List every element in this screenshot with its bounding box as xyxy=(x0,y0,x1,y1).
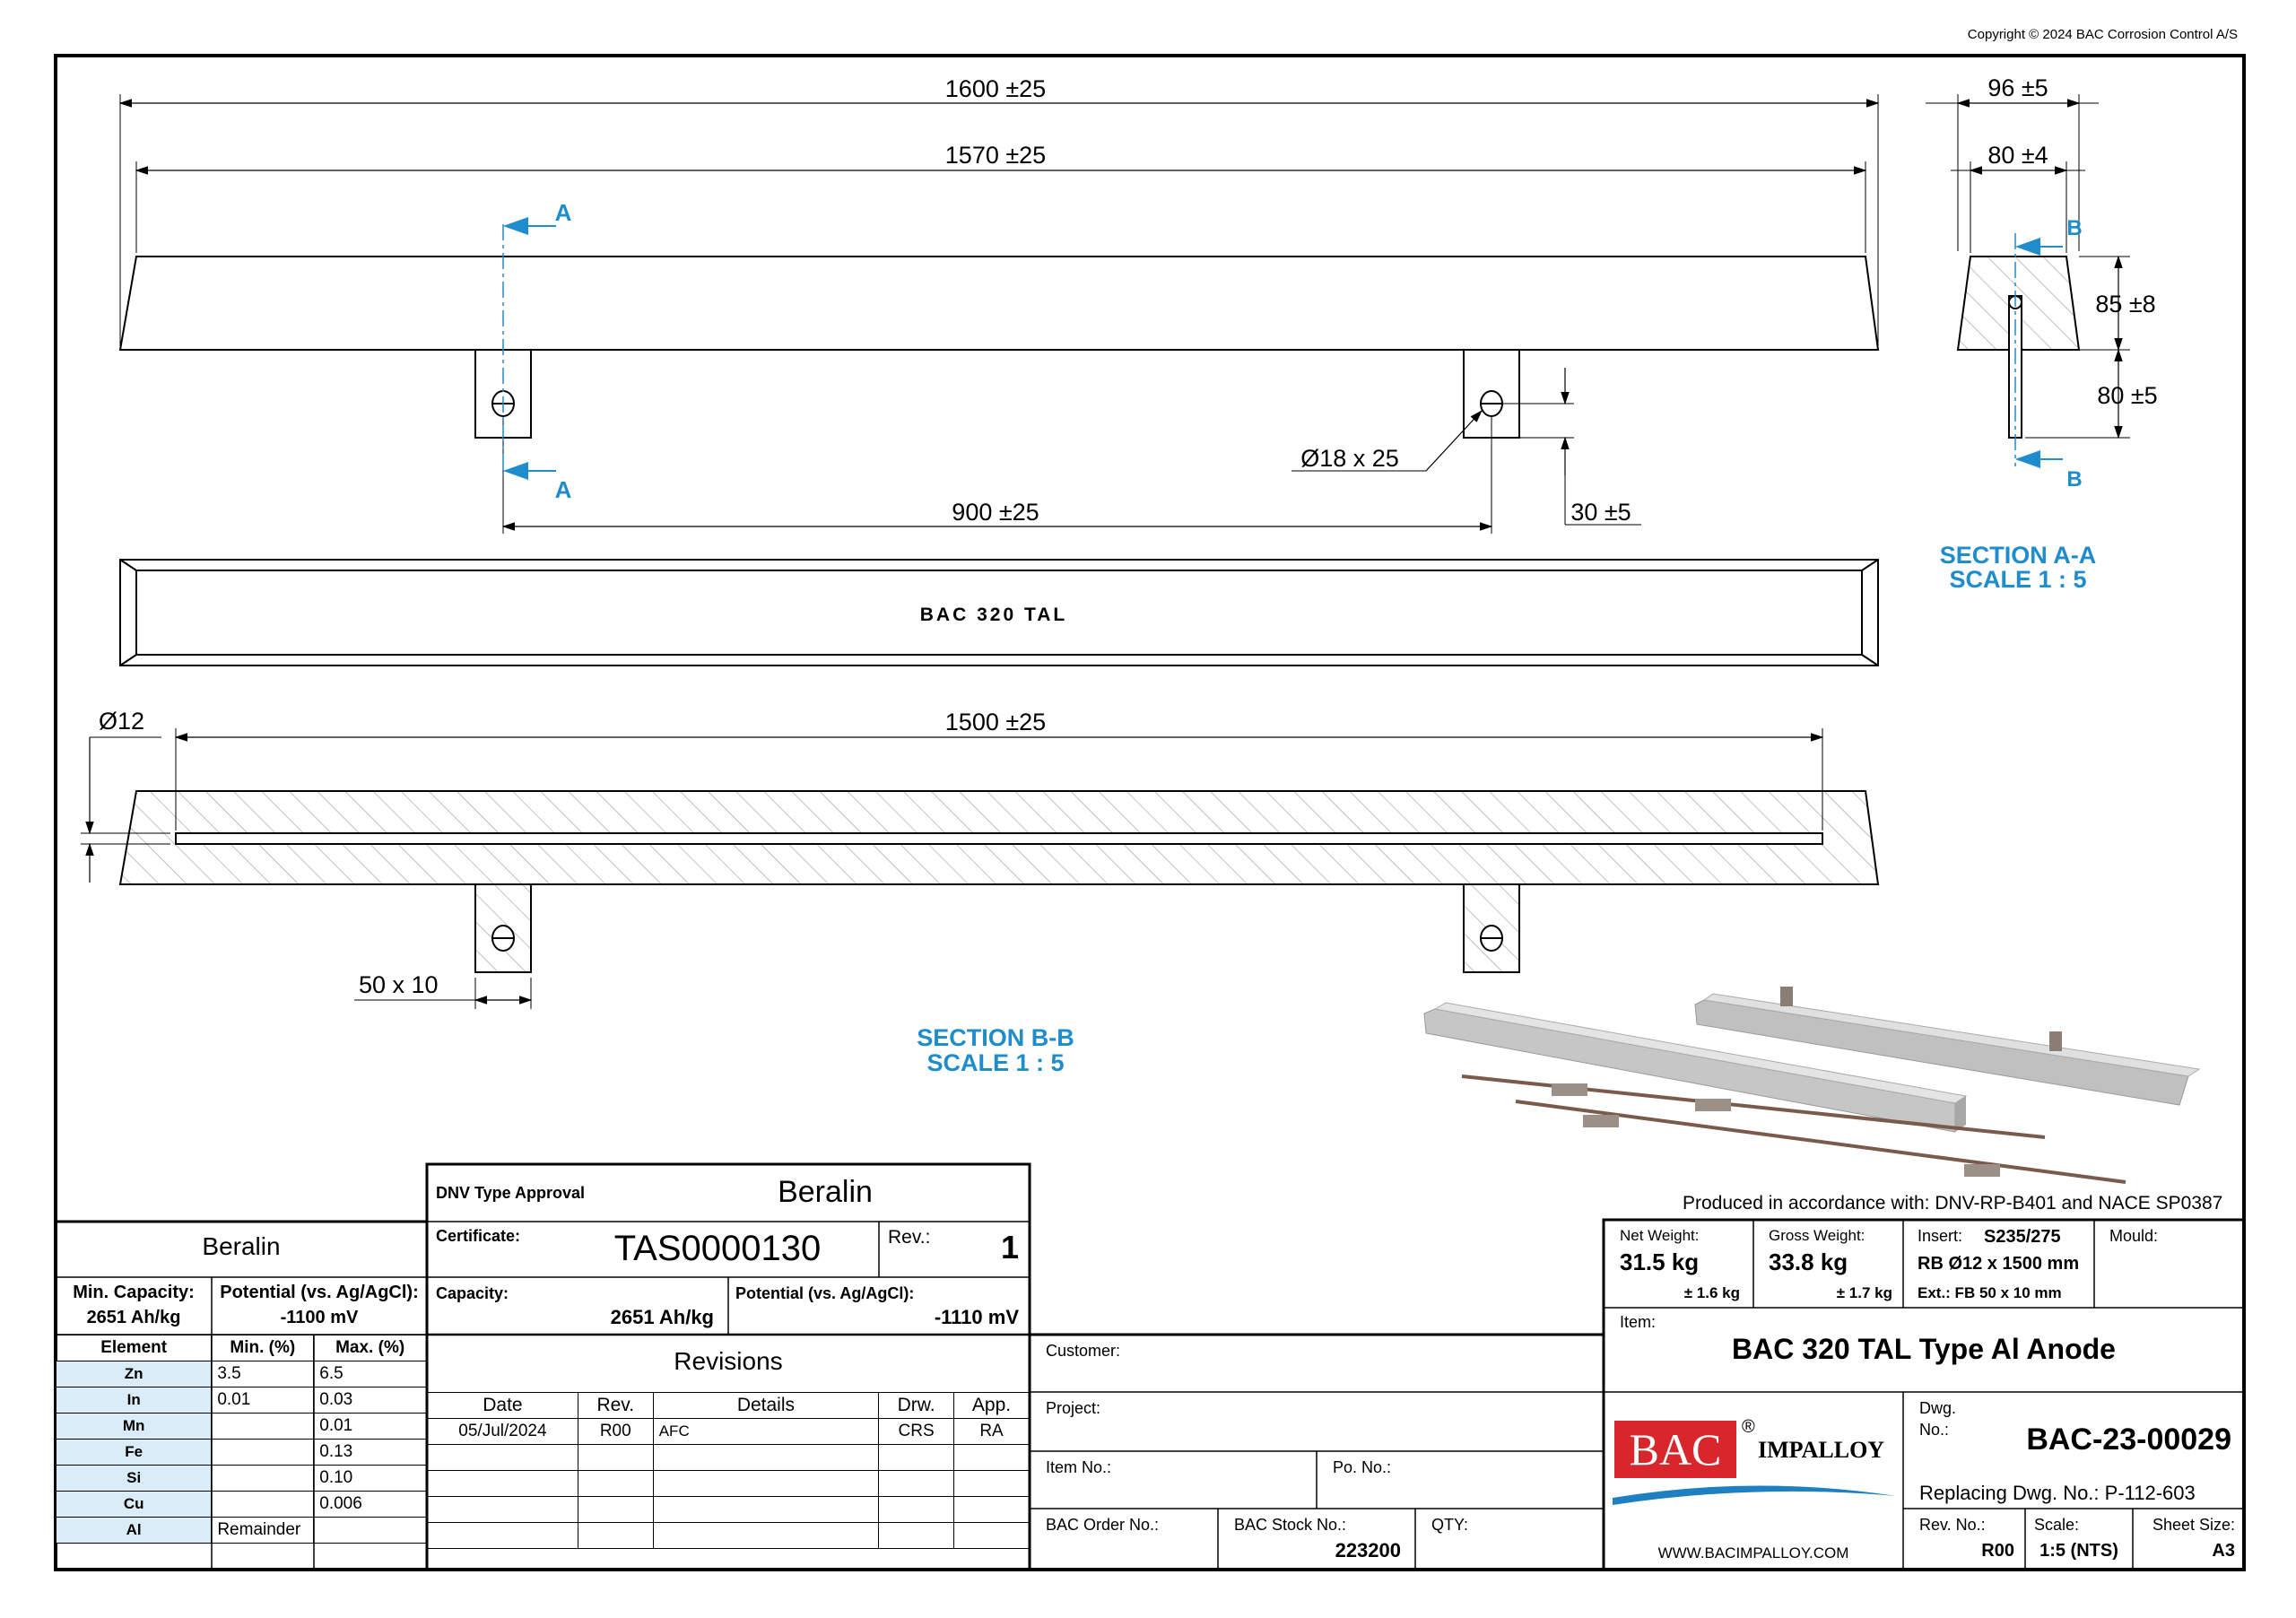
alloy-cell-max: 0.006 xyxy=(314,1492,427,1518)
certificate-rev: 1 xyxy=(1000,1229,1019,1266)
certificate-label: Certificate: xyxy=(436,1227,521,1245)
revisions-cell-date: 05/Jul/2024 xyxy=(428,1419,578,1445)
alloy-cell-min xyxy=(212,1440,314,1466)
alloy-cell-max xyxy=(314,1518,427,1544)
section-bb-title: SECTION B-B xyxy=(917,1024,1074,1051)
revisions-title: Revisions xyxy=(674,1347,783,1375)
revisions-cell-details xyxy=(653,1523,878,1549)
section-aa-scale: SCALE 1 : 5 xyxy=(1949,566,2087,593)
item-no-label: Item No.: xyxy=(1046,1458,1112,1476)
mould-label: Mould: xyxy=(2109,1227,2159,1245)
item-label: Item: xyxy=(1620,1313,1657,1331)
section-aa-title: SECTION A-A xyxy=(1939,542,2097,569)
dim-flat-bar: 50 x 10 xyxy=(359,971,439,998)
alloy-cell-el: Si xyxy=(57,1466,212,1492)
alloy-cell-min: 3.5 xyxy=(212,1361,314,1387)
replacing-drawing: Replacing Dwg. No.: P-112-603 xyxy=(1919,1482,2196,1504)
revisions-cell-details xyxy=(653,1471,878,1497)
approval-capacity: 2651 Ah/kg xyxy=(610,1306,714,1328)
gross-weight-tolerance: ± 1.7 kg xyxy=(1836,1284,1892,1301)
dim-body-length: 1570 ±25 xyxy=(944,142,1047,169)
project-label: Project: xyxy=(1046,1399,1101,1417)
copyright-text: Copyright © 2024 BAC Corrosion Control A/S xyxy=(1967,27,2238,42)
alloy-row xyxy=(57,1440,427,1466)
revisions-grid xyxy=(427,1392,1030,1549)
section-mark-a-top: A xyxy=(554,199,572,226)
approval-alloy: Beralin xyxy=(778,1175,873,1209)
revisions-cell-rev xyxy=(578,1445,653,1471)
dim-insert-spacing: 900 ±25 xyxy=(952,499,1039,526)
alloy-cell-min xyxy=(212,1492,314,1518)
alloy-row xyxy=(57,1518,427,1544)
logo-registered: ® xyxy=(1742,1417,1755,1437)
item-title: BAC 320 TAL Type Al Anode xyxy=(1732,1333,2116,1365)
revisions-cell-app xyxy=(954,1471,1030,1497)
section-bb-scale: SCALE 1 : 5 xyxy=(926,1049,1065,1076)
website: WWW.BACIMPALLOY.COM xyxy=(1657,1544,1849,1561)
revisions-cell-app xyxy=(954,1497,1030,1523)
dim-hole-offset: 30 ±5 xyxy=(1570,499,1631,526)
revisions-header-cell: Drw. xyxy=(879,1393,954,1419)
alloy-cell-max: 6.5 xyxy=(314,1361,427,1387)
stock-no-value: 223200 xyxy=(1335,1539,1401,1561)
dim-tab-height: 80 ±5 xyxy=(2097,382,2158,409)
alloy-cell-max: 0.01 xyxy=(314,1414,427,1440)
scale-label: Scale: xyxy=(2034,1516,2080,1534)
alloy-header-cell: Max. (%) xyxy=(314,1335,427,1361)
alloy-cell-max: 0.13 xyxy=(314,1440,427,1466)
gross-weight-value: 33.8 kg xyxy=(1769,1248,1848,1275)
alloy-row xyxy=(57,1361,427,1387)
alloy-row xyxy=(57,1387,427,1414)
approval-potential-label: Potential (vs. Ag/AgCl): xyxy=(735,1284,915,1302)
dim-insert-length: 1500 ±25 xyxy=(944,709,1047,735)
revisions-cell-details xyxy=(653,1445,878,1471)
insert-rod: RB Ø12 x 1500 mm xyxy=(1918,1254,2080,1274)
revisions-cell-drw xyxy=(879,1445,954,1471)
sheet-size-label: Sheet Size: xyxy=(2152,1516,2235,1534)
min-capacity-value: 2651 Ah/kg xyxy=(86,1308,181,1327)
insert-label: Insert: xyxy=(1918,1227,1963,1245)
alloy-cell-el: Zn xyxy=(57,1361,212,1387)
dwg-label: Dwg. xyxy=(1919,1399,1957,1417)
alloy-cell-max: 0.03 xyxy=(314,1387,427,1414)
rev-no-label: Rev. No.: xyxy=(1919,1516,1986,1534)
insert-flat-bar: Ext.: FB 50 x 10 mm xyxy=(1918,1284,2062,1301)
revisions-cell-date xyxy=(428,1445,578,1471)
bac-impalloy-logo xyxy=(1611,1417,1898,1516)
approval-label: DNV Type Approval xyxy=(436,1184,586,1202)
revisions-header-cell: Date xyxy=(428,1393,578,1419)
alloy-table xyxy=(56,1335,427,1544)
stock-no-label: BAC Stock No.: xyxy=(1234,1516,1347,1534)
dim-height: 85 ±8 xyxy=(2095,291,2156,318)
section-mark-b-bottom: B xyxy=(2066,467,2083,491)
approval-potential: -1110 mV xyxy=(934,1306,1019,1328)
revisions-header-cell: Details xyxy=(653,1393,878,1419)
dim-overall-length: 1600 ±25 xyxy=(944,75,1047,102)
alloy-header-cell: Min. (%) xyxy=(212,1335,314,1361)
revisions-header-cell: Rev. xyxy=(578,1393,653,1419)
revisions-cell-details: AFC xyxy=(653,1419,878,1445)
revisions-cell-rev xyxy=(578,1523,653,1549)
logo-impalloy-text: IMPALLOY xyxy=(1758,1437,1885,1463)
revisions-cell-rev xyxy=(578,1497,653,1523)
bac-logo-text: BAC xyxy=(1614,1421,1736,1478)
revisions-cell-app xyxy=(954,1523,1030,1549)
revisions-cell-drw xyxy=(879,1471,954,1497)
revisions-cell-details xyxy=(653,1497,878,1523)
alloy-cell-min: 0.01 xyxy=(212,1387,314,1414)
section-mark-b-top: B xyxy=(2066,216,2083,240)
revisions-cell-app xyxy=(954,1445,1030,1471)
alloy-cell-el: Al xyxy=(57,1518,212,1544)
qty-label: QTY: xyxy=(1431,1516,1469,1534)
revisions-cell-app: RA xyxy=(954,1419,1030,1445)
net-weight-value: 31.5 kg xyxy=(1620,1248,1700,1275)
insert-grade: S235/275 xyxy=(1984,1227,2061,1247)
certificate-number: TAS0000130 xyxy=(613,1229,822,1268)
revisions-row xyxy=(428,1445,1030,1471)
order-no-label: BAC Order No.: xyxy=(1046,1516,1160,1534)
section-mark-a-bottom: A xyxy=(554,476,572,503)
dwg-no-label: No.: xyxy=(1919,1421,1950,1439)
alloy-cell-el: In xyxy=(57,1387,212,1414)
revisions-cell-date xyxy=(428,1471,578,1497)
alloy-cell-min xyxy=(212,1414,314,1440)
alloy-potential-label: Potential (vs. Ag/AgCl): xyxy=(220,1283,419,1302)
alloy-title: Beralin xyxy=(202,1232,281,1260)
revisions-row xyxy=(428,1419,1030,1445)
revisions-row xyxy=(428,1497,1030,1523)
revisions-cell-date xyxy=(428,1497,578,1523)
alloy-row xyxy=(57,1414,427,1440)
po-no-label: Po. No.: xyxy=(1333,1458,1392,1476)
alloy-row xyxy=(57,1492,427,1518)
revisions-cell-drw xyxy=(879,1497,954,1523)
anode-label: BAC 320 TAL xyxy=(919,605,1068,625)
revisions-cell-drw xyxy=(879,1523,954,1549)
revisions-header-row xyxy=(428,1393,1030,1419)
alloy-header-cell: Element xyxy=(57,1335,212,1361)
certificate-rev-label: Rev.: xyxy=(888,1227,931,1248)
revisions-row xyxy=(428,1523,1030,1549)
produced-note: Produced in accordance with: DNV-RP-B401 and NACE SP0387 xyxy=(1683,1193,2223,1214)
dim-bottom-width: 80 ±4 xyxy=(1987,142,2048,169)
revisions-row xyxy=(428,1471,1030,1497)
rev-no-value: R00 xyxy=(1981,1541,2014,1561)
drawing-number: BAC-23-00029 xyxy=(2026,1422,2231,1457)
alloy-header-row xyxy=(57,1335,427,1361)
net-weight-label: Net Weight: xyxy=(1620,1227,1700,1244)
customer-label: Customer: xyxy=(1046,1342,1121,1360)
net-weight-tolerance: ± 1.6 kg xyxy=(1683,1284,1740,1301)
revisions-cell-drw: CRS xyxy=(879,1419,954,1445)
alloy-row xyxy=(57,1466,427,1492)
scale-value: 1:5 (NTS) xyxy=(2039,1541,2118,1561)
logo-swoosh xyxy=(1611,1480,1898,1516)
alloy-cell-el: Fe xyxy=(57,1440,212,1466)
alloy-potential-value: -1100 mV xyxy=(280,1308,359,1327)
approval-capacity-label: Capacity: xyxy=(436,1284,509,1302)
alloy-cell-el: Mn xyxy=(57,1414,212,1440)
alloy-cell-el: Cu xyxy=(57,1492,212,1518)
revisions-header-cell: App. xyxy=(954,1393,1030,1419)
dim-hole: Ø18 x 25 xyxy=(1300,445,1399,472)
dim-top-width: 96 ±5 xyxy=(1987,74,2048,101)
sheet-size-value: A3 xyxy=(2212,1541,2235,1561)
revisions-cell-date xyxy=(428,1523,578,1549)
gross-weight-label: Gross Weight: xyxy=(1769,1227,1866,1244)
revisions-cell-rev: R00 xyxy=(578,1419,653,1445)
alloy-cell-min xyxy=(212,1466,314,1492)
alloy-cell-min: Remainder xyxy=(212,1518,314,1544)
min-capacity-label: Min. Capacity: xyxy=(73,1283,195,1302)
revisions-cell-rev xyxy=(578,1471,653,1497)
alloy-cell-max: 0.10 xyxy=(314,1466,427,1492)
dim-rod-diameter: Ø12 xyxy=(99,708,145,735)
